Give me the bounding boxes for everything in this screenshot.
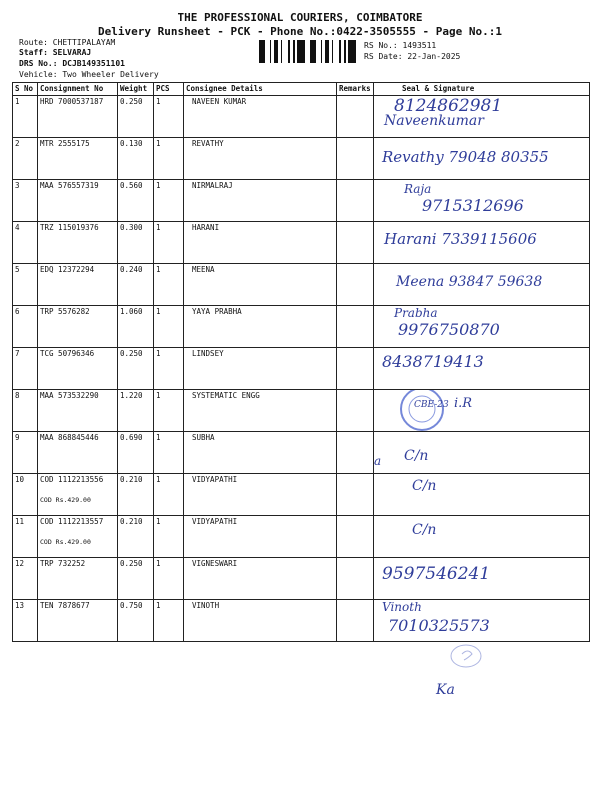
cell-consignment [38,306,118,348]
signature-handwriting: 8124862981 [394,96,503,116]
cell-consignment [38,432,118,474]
cell-remarks [337,138,374,180]
cell-consignment [38,558,118,600]
table-row [13,600,590,642]
signature-handwriting: Harani 7339115606 [384,230,537,248]
cell-pcs: 1 [154,138,184,180]
cell-remarks [337,348,374,390]
consignment-number: COD 1112213556 [40,475,104,484]
consignment-number: TRP 732252 [40,559,86,568]
cell-weight: 0.250 [118,558,154,600]
cell-consignment [38,180,118,222]
runsheet-table [12,82,590,642]
table-row [13,222,590,264]
consignment-number: TRZ 115019376 [40,223,99,232]
cell-consignee: REVATHY [184,138,337,180]
table-header-row [13,83,590,96]
cell-weight: 0.750 [118,600,154,642]
cell-remarks [337,516,374,558]
signature-handwriting: Prabha [394,306,438,320]
signature-handwriting: 8438719413 [382,352,484,371]
signature-handwriting: Revathy 79048 80355 [382,148,549,166]
cell-signature [374,558,590,600]
table-row [13,138,590,180]
cell-consignee: YAYA PRABHA [184,306,337,348]
cell-consignment [38,222,118,264]
cell-consignee: VIDYAPATHI [184,474,337,516]
cell-consignee: NAVEEN KUMAR [184,96,337,138]
consignment-number: MTR 2555175 [40,139,90,148]
signature-handwriting: C/n [404,448,429,464]
cell-weight: 0.210 [118,516,154,558]
cell-sno: 2 [13,138,38,180]
table-row [13,264,590,306]
runsheet-subtitle: Delivery Runsheet - PCK - Phone No.:0422-3505555 - Page No.:1 [98,25,502,38]
cell-sno: 7 [13,348,38,390]
cell-sno: 11 [13,516,38,558]
company-title: THE PROFESSIONAL COURIERS, COIMBATORE [177,11,423,24]
consignment-number: TEN 7878677 [40,601,90,610]
table-row [13,348,590,390]
cell-signature [374,180,590,222]
cell-pcs: 1 [154,180,184,222]
signature-handwriting: C/n [412,522,437,538]
cell-sno: 9 [13,432,38,474]
cell-sno: 8 [13,390,38,432]
consignment-number: MAA 868845446 [40,433,99,442]
table-row [13,96,590,138]
cell-pcs: 1 [154,390,184,432]
cod-amount: COD Rs.429.00 [40,538,91,546]
cell-signature [374,96,590,138]
cell-signature [374,432,590,474]
signature-handwriting: Raja [404,182,432,196]
cell-sno: 6 [13,306,38,348]
company-seal-stamp [392,390,452,432]
rs-number: RS No.: 1493511 [364,41,437,50]
cell-pcs: 1 [154,558,184,600]
cell-consignee: SUBHA [184,432,337,474]
cell-weight: 0.300 [118,222,154,264]
cell-remarks [337,600,374,642]
signature-handwriting: CBE-23 [414,400,449,410]
cell-remarks [337,306,374,348]
rs-date: RS Date: 22-Jan-2025 [364,52,461,61]
cell-consignment [38,264,118,306]
cell-remarks [337,222,374,264]
cell-remarks [337,390,374,432]
consignment-number: TRP 5576282 [40,307,90,316]
cell-pcs: 1 [154,516,184,558]
signature-handwriting-secondary: 7010325573 [388,616,490,635]
signature-handwriting-secondary: Naveenkumar [384,113,484,129]
signature-handwriting: C/n [412,478,437,494]
cell-sno: 4 [13,222,38,264]
cell-consignment [38,390,118,432]
cell-sno: 3 [13,180,38,222]
cell-weight: 1.220 [118,390,154,432]
staff-label: Staff: SELVARAJ [19,48,92,57]
cell-pcs: 1 [154,432,184,474]
cell-signature [374,306,590,348]
col-header-sno: S No [13,83,38,96]
cell-consignee: VIGNESWARI [184,558,337,600]
cell-sno: 1 [13,96,38,138]
cell-consignee: HARANI [184,222,337,264]
cell-signature [374,474,590,516]
signature-handwriting: Vinoth [382,600,422,614]
cell-sno: 5 [13,264,38,306]
cell-remarks [337,432,374,474]
col-header-consignee: Consignee Details [184,83,337,96]
cell-pcs: 1 [154,600,184,642]
cell-remarks [337,558,374,600]
cell-pcs: 1 [154,306,184,348]
cell-weight: 0.560 [118,180,154,222]
cell-consignment [38,516,118,558]
cell-sno: 13 [13,600,38,642]
table-row [13,474,590,516]
col-header-weight: Weight [118,83,154,96]
cell-consignment [38,600,118,642]
cell-weight: 0.250 [118,348,154,390]
table-row [13,516,590,558]
cell-weight: 0.240 [118,264,154,306]
cell-weight: 1.060 [118,306,154,348]
cell-remarks [337,264,374,306]
consignment-number: TCG 50796346 [40,349,95,358]
cell-signature [374,516,590,558]
seal-mark: i.R [454,396,473,411]
cell-consignment [38,348,118,390]
cell-weight: 0.250 [118,96,154,138]
cell-remarks [337,180,374,222]
col-header-pcs: PCS [154,83,184,96]
cell-pcs: 1 [154,222,184,264]
col-header-remarks: Remarks [337,83,374,96]
table-row [13,390,590,432]
cell-consignment [38,138,118,180]
consignment-number: COD 1112213557 [40,517,104,526]
cell-signature [374,264,590,306]
cell-weight: 0.130 [118,138,154,180]
cell-consignment [38,474,118,516]
consignment-number: EDQ 12372294 [40,265,95,274]
cell-consignee: MEENA [184,264,337,306]
cell-consignee: SYSTEMATIC ENGG [184,390,337,432]
cell-remarks [337,474,374,516]
col-header-consignment: Consignment No [38,83,118,96]
signature-handwriting-secondary: 9976750870 [398,320,500,339]
cell-weight: 0.690 [118,432,154,474]
footer-initials: Ka [436,682,455,698]
cell-signature [374,600,590,642]
signature-handwriting: Meena 93847 59638 [396,274,543,290]
signature-mark: a [374,454,382,468]
consignment-number: MAA 576557319 [40,181,99,190]
barcode-image [259,40,357,63]
cell-pcs: 1 [154,264,184,306]
signature-handwriting: 9597546241 [382,564,491,584]
consignment-number: HRD 7000537187 [40,97,104,106]
table-row [13,306,590,348]
table-row [13,180,590,222]
route-label: Route: CHETTIPALAYAM [19,38,116,47]
vehicle-label: Vehicle: Two Wheeler Delivery [19,70,159,79]
signature-handwriting-secondary: 9715312696 [422,196,524,215]
cell-signature [374,222,590,264]
cell-signature [374,348,590,390]
cell-consignee: VIDYAPATHI [184,516,337,558]
footer-scribble [446,642,486,672]
cell-sno: 12 [13,558,38,600]
cell-consignee: LINDSEY [184,348,337,390]
col-header-signature: Seal & Signature [374,83,590,96]
table-row [13,432,590,474]
cell-signature [374,138,590,180]
consignment-number: MAA 573532290 [40,391,99,400]
cell-consignment [38,96,118,138]
cell-consignee: VINOTH [184,600,337,642]
table-row [13,558,590,600]
cod-amount: COD Rs.429.00 [40,496,91,504]
cell-pcs: 1 [154,348,184,390]
drs-number: DRS No.: DCJB149351101 [19,59,125,68]
cell-sno: 10 [13,474,38,516]
cell-weight: 0.210 [118,474,154,516]
cell-pcs: 1 [154,96,184,138]
cell-signature [374,390,590,432]
cell-pcs: 1 [154,474,184,516]
cell-remarks [337,96,374,138]
cell-consignee: NIRMALRAJ [184,180,337,222]
